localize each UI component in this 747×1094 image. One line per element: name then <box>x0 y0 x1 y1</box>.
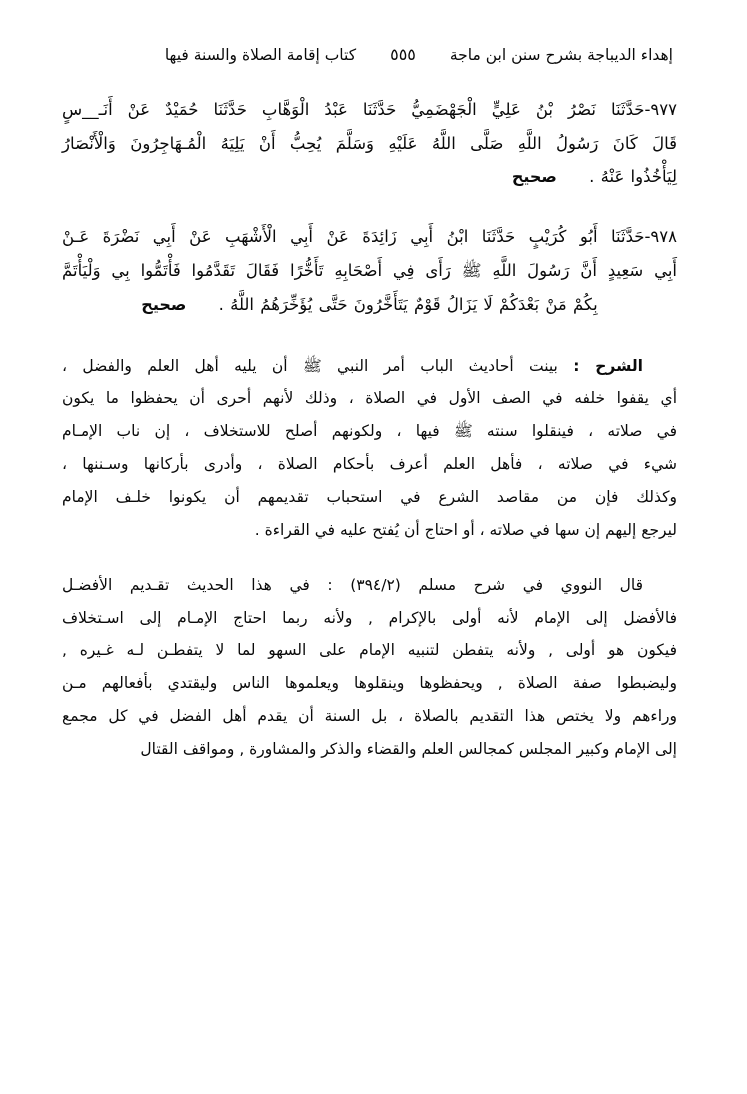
explanation-p1-line-2: أي يقفوا خلفه في الصف الأول في الصلاة ، وذلك لأنهم أحرى أن يحفظوا ما يكون <box>62 389 677 408</box>
explanation-p1-line-5: وكذلك فإن من مقاصد الشرع في استحباب تقديمهم أن يكونوا خلـف الإمام <box>62 488 677 506</box>
hadith-978-line-3-text: بِكُمْ مَنْ بَعْدَكُمْ لَا يَزَالُ قَوْمٌ يَتَأَخَّرُونَ حَتَّى يُؤَخِّرَهُمُ اللَّهُ . <box>218 294 598 314</box>
hadith-977-grade: صحيح <box>511 167 557 187</box>
page-header <box>62 44 677 67</box>
explanation-p1-line-3: في صلاته ، فينقلوا سنته ﷺ فيها ، ولكونهم أصلح للاستخلاف ، إن ناب الإمـام <box>62 422 677 441</box>
hadith-977-line-3 <box>62 160 677 194</box>
header-chapter-title: كتاب إقامة الصلاة والسنة فيها <box>164 46 357 64</box>
explanation-p1-line-1-text: بينت أحاديث الباب أمر النبي ﷺ أن يليه أهل العلم والفضل ، <box>62 356 558 375</box>
explanation-p2-line-6: إلى الإمام وكبير المجلس كمجالس العلم والقضاء والذكر والمشاورة , ومواقف القتال <box>140 740 677 759</box>
explanation-p1-line-4: شيء في صلاته ، فأهل العلم أعرف بأحكام الصلاة ، وأدرى بأركانها وسـننها ، <box>62 455 677 474</box>
hadith-977-line-1: ٩٧٧-حَدَّثَنَا نَصْرُ بْنُ عَلِيٍّ الْجَهْضَمِيُّ حَدَّثَنَا عَبْدُ الْوَهَّابِ حَدَّثَنَا حُمَيْدٌ عَنْ أَنَـ__سٍ <box>62 99 677 119</box>
hadith-977-line-3-text: لِيَأْخُذُوا عَنْهُ . <box>589 167 677 187</box>
explanation-p2-line-1: قال النووي في شرح مسلم (٣٩٤/٢) : في هذا الحديث تقـديم الأفضـل <box>62 575 643 594</box>
explanation-p2-line-2: فالأفضل إلى الإمام لأنه أولى بالإكرام , ولأنه ربما احتاج الإمـام إلى اسـتخلاف <box>62 608 677 627</box>
explanation-paragraph-2 <box>62 569 677 766</box>
explanation-p1-line-1 <box>62 350 677 383</box>
hadith-978 <box>62 220 677 321</box>
hadith-978-line-2: أَبِي سَعِيدٍ أَنَّ رَسُولَ اللَّهِ ﷺ رَأَى فِي أَصْحَابِهِ تَأَخُّرًا فَقَالَ تَقَدَّمُوا فَأْتَمُّوا بِي وَلْيَأْتَمَّ <box>62 260 677 280</box>
hadith-977 <box>62 93 677 194</box>
hadith-978-line-3 <box>62 288 677 322</box>
header-book-title: إهداء الديباجة بشرح سنن ابن ماجة <box>449 46 673 64</box>
hadith-977-line-2: قَالَ كَانَ رَسُولُ اللَّهِ صَلَّى اللَّهُ عَلَيْهِ وَسَلَّمَ يُحِبُّ أَنْ يَلِيَهُ الْمُـهَاجِرُونَ وَالْأَنْصَارُ <box>62 133 677 153</box>
explanation-p1-line-6: ليرجع إليهم إن سها في صلاته ، أو احتاج أن يُفتح عليه في القراءة . <box>254 520 677 539</box>
explanation-p2-line-4: وليضبطوا صفة الصلاة , ويحفظوها وينقلوها ويعلموها الناس وليقتدي بأفعالهم مـن <box>62 674 677 693</box>
explanation-p2-line-3: فيكون هو أولى , ولأنه يتفطن لتنبيه الإمام على السهو لما لا يتفطـن لـه غـيره , <box>62 641 677 660</box>
explanation-lead-label: الشرح : <box>573 356 643 375</box>
explanation-paragraph-1 <box>62 350 677 547</box>
explanation-p2-line-5: وراءهم ولا يختص هذا التقديم بالصلاة ، بل السنة أن يقدم أهل الفضل في كل مجمع <box>62 707 677 726</box>
header-page-number: ٥٥٥ <box>390 45 416 64</box>
hadith-978-grade: صحيح <box>141 294 187 314</box>
hadith-978-line-1: ٩٧٨-حَدَّثَنَا أَبُو كُرَيْبٍ حَدَّثَنَا ابْنُ أَبِي زَائِدَةَ عَنْ أَبِي الْأَشْهَبِ عَنْ أَبِي نَضْرَةَ عَـنْ <box>62 227 677 247</box>
